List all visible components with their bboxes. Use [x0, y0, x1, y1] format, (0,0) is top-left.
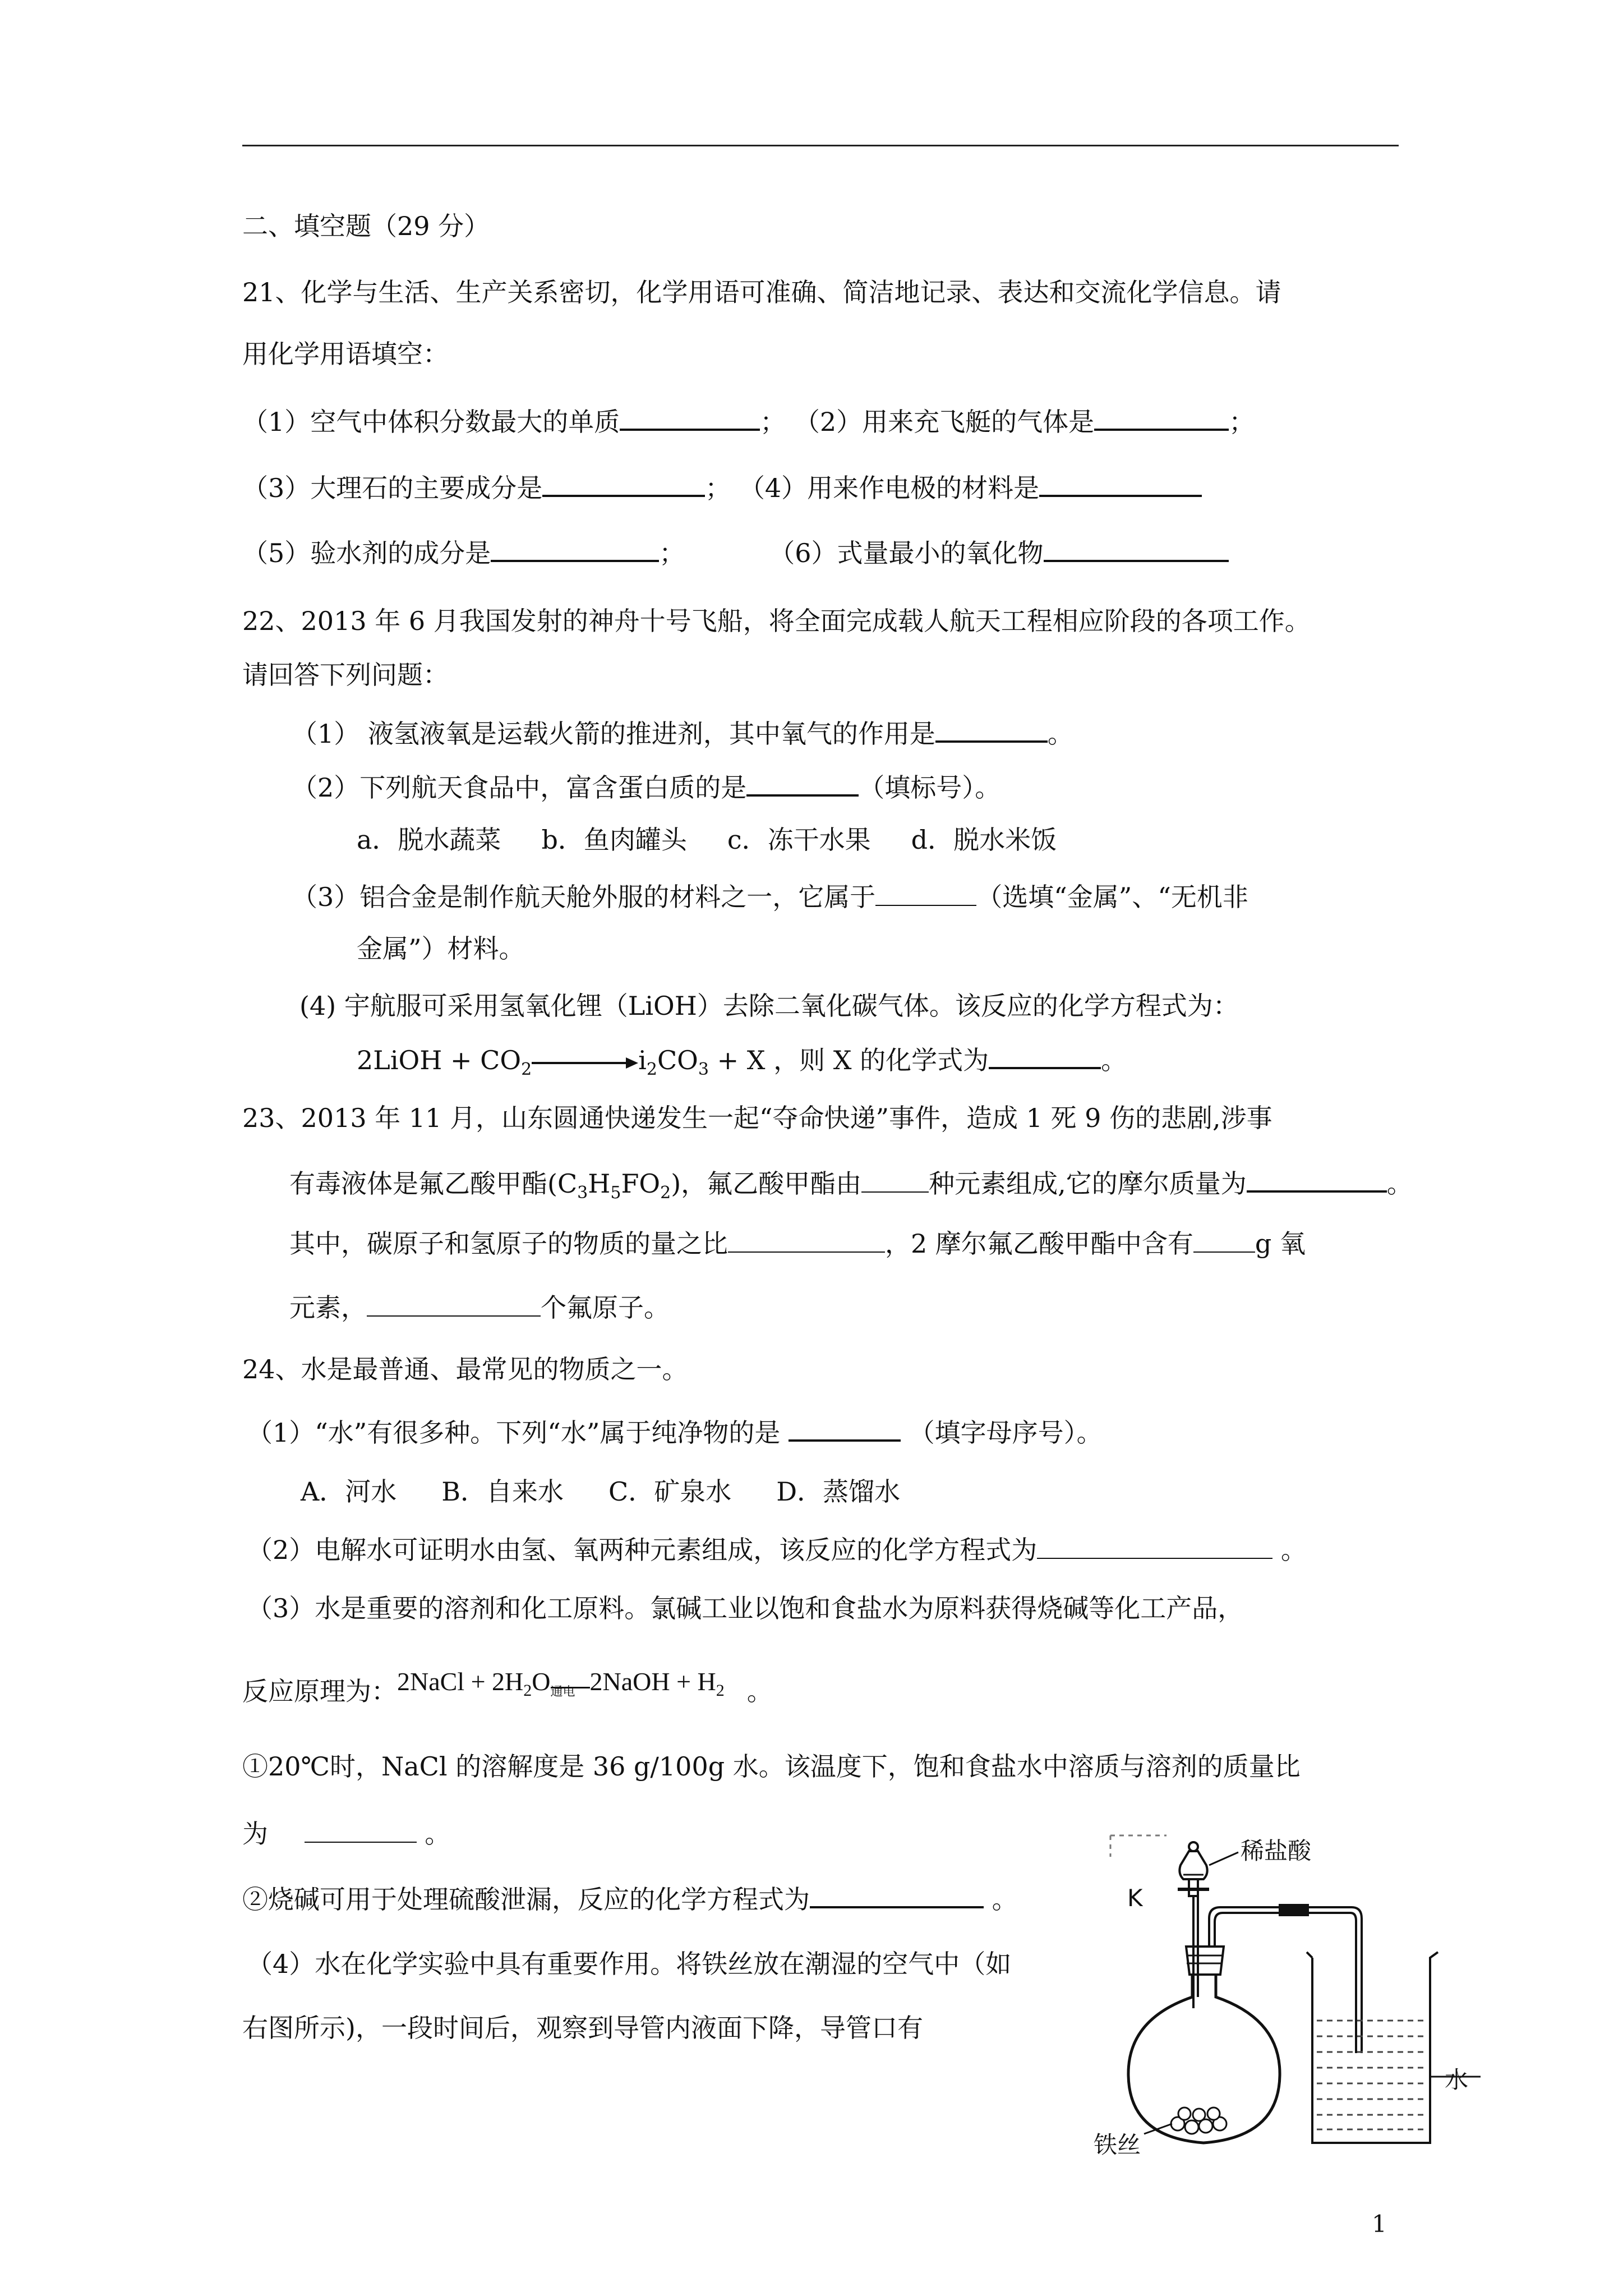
answer-blank[interactable]: [367, 1291, 541, 1317]
answer-blank[interactable]: [746, 770, 859, 797]
answer-blank[interactable]: [989, 1042, 1101, 1069]
answer-blank[interactable]: [935, 716, 1048, 743]
eq-condition: 通电: [550, 1685, 575, 1699]
q22-row-2: [292, 770, 1000, 805]
period: 。: [1386, 1168, 1413, 1199]
answer-blank[interactable]: [1094, 404, 1229, 431]
q23-text: g 氧: [1255, 1228, 1306, 1259]
q23-text: 种元素组成,它的摩尔质量为: [929, 1168, 1247, 1199]
q21-stem-1: 21、化学与生活、生产关系密切，化学用语可准确、简洁地记录、表达和交流化学信息。请: [242, 277, 1281, 307]
q21-row-2: [242, 470, 1202, 505]
delivery-tube: [1209, 1904, 1362, 2053]
page-number: 1: [1372, 2210, 1387, 2238]
eq-right-3: + X ，则 X 的化学式为: [708, 1045, 989, 1075]
option-d: d．脱水米饭: [911, 825, 1057, 855]
q22-equation: 2LiOH + $CO_2$ $i_2CO_3 + X$ ，则 X 的化学式为 。: [357, 1042, 1127, 1087]
answer-blank[interactable]: [875, 880, 976, 906]
q22-row-1: [292, 716, 1073, 751]
separator: ；: [760, 407, 786, 437]
q24-p4: （4）水在化学实验中具有重要作用。将铁丝放在潮湿的空气中（如: [247, 1949, 1012, 1979]
answer-blank[interactable]: [810, 1881, 984, 1908]
q24-text: （2）电解水可证明水由氢、氧两种元素组成，该反应的化学方程式为: [247, 1535, 1038, 1565]
answer-blank[interactable]: [1247, 1166, 1387, 1193]
q24-text: 为: [242, 1819, 276, 1849]
q24-row-3b: [242, 1667, 773, 1718]
period: 。: [1101, 1045, 1127, 1075]
q24-text: 。: [1272, 1535, 1307, 1565]
option-a: a．脱水蔬菜: [357, 825, 501, 855]
eq-right-2: CO: [657, 1045, 698, 1075]
q24-options: [301, 1474, 900, 1509]
reaction-arrow: [532, 1057, 638, 1068]
q23-row-3: [289, 1226, 1306, 1261]
period: 。: [1047, 719, 1073, 749]
q23-text: 元素，: [289, 1292, 367, 1323]
option-c: c．冻干水果: [727, 825, 871, 855]
q21-part-1: （1）空气中体积分数最大的单质: [242, 407, 620, 437]
option-b: b．鱼肉罐头: [541, 825, 687, 855]
q22-part-3-hint: （选填“金属”、“无机非: [976, 882, 1248, 912]
q23-row-4: [289, 1290, 670, 1325]
option-d: D．蒸馏水: [776, 1476, 901, 1507]
answer-blank[interactable]: [1193, 1227, 1255, 1253]
answer-blank[interactable]: [491, 535, 659, 562]
eq-right: 2NaOH + H: [589, 1667, 716, 1696]
q22-stem-2: 请回答下列问题：: [242, 660, 449, 690]
answer-blank[interactable]: [542, 470, 705, 497]
label-iron-wire: 铁丝: [1094, 2131, 1141, 2159]
separator: ；: [1229, 407, 1255, 437]
q23-text: H: [588, 1168, 611, 1199]
answer-blank[interactable]: [728, 1227, 885, 1253]
q24-text: ②烧碱可用于处理硫酸泄漏，反应的化学方程式为: [242, 1884, 810, 1915]
q22-row-3: [292, 880, 1248, 914]
q24-text: （1）“水”有很多种。下列“水”属于纯净物的是: [247, 1418, 789, 1448]
electrolysis-equation: 2NaCl + $2H_2O$ 通电 2NaOH + $H_2$: [397, 1664, 725, 1708]
eq-left: 2LiOH + CO: [357, 1045, 522, 1075]
beaker: [1307, 1952, 1481, 2143]
option-a: A．河水: [301, 1476, 397, 1507]
q24-text: （填字母序号）。: [900, 1418, 1103, 1448]
period: 。: [746, 1676, 773, 1706]
q24-p4b: 右图所示)，一段时间后，观察到导管内液面下降，导管口有: [242, 2013, 923, 2043]
separator: ；: [705, 473, 731, 503]
round-bottom-flask: [1128, 1947, 1280, 2143]
q22-part-1: （1） 液氢液氧是运载火箭的推进剂，其中氧气的作用是: [292, 719, 935, 749]
answer-blank[interactable]: [1044, 535, 1229, 562]
answer-blank[interactable]: [1037, 1533, 1272, 1559]
q23-text: 有毒液体是氟乙酸甲酯(C: [289, 1168, 578, 1199]
q24-row-1: [247, 1415, 1103, 1450]
answer-blank[interactable]: [789, 1415, 901, 1442]
q22-row-4: (4) 宇航服可采用氢氧化锂（LiOH）去除二氧化碳气体。该反应的化学方程式为：: [299, 991, 1239, 1021]
q24-row-3: （3）水是重要的溶剂和化工原料。氯碱工业以饱和食盐水为原料获得烧碱等化工产品，: [247, 1593, 1244, 1623]
eq-left: 2NaCl + 2H: [397, 1667, 524, 1696]
q23-text: FO: [621, 1168, 661, 1199]
answer-blank[interactable]: [305, 1817, 417, 1843]
q21-part-5: （5）验水剂的成分是: [242, 538, 491, 568]
q21-part-6: （6）式量最小的氧化物: [769, 538, 1044, 568]
q23-text: ，2 摩尔氟乙酸甲酯中含有: [885, 1228, 1193, 1259]
q22-part-3: （3）铝合金是制作航天舱外服的材料之一，它属于: [292, 882, 876, 912]
q21-row-1: [242, 404, 1255, 439]
q23-row-2: 有毒液体是氟乙酸甲酯$(C_3H_5FO_2)$，氟乙酸甲酯由 种元素组成,它的摩尔质量为 。: [289, 1166, 1413, 1211]
label-valve-k: K: [1127, 1884, 1143, 1912]
label-water: 水: [1445, 2066, 1469, 2093]
q24-text: 。: [984, 1884, 1018, 1915]
eq-right: i: [638, 1045, 647, 1075]
separator: ；: [659, 538, 685, 568]
q23-text: 其中，碳原子和氢原子的物质的量之比: [289, 1228, 728, 1259]
q22-options: [357, 822, 1057, 857]
section-title: 二、填空题（29 分）: [242, 211, 490, 241]
q23-text: 个氟原子。: [541, 1292, 670, 1323]
q22-part-2: （2）下列航天食品中，富含蛋白质的是: [292, 772, 747, 803]
option-c: C．矿泉水: [608, 1476, 732, 1507]
header-rule: [242, 145, 1399, 146]
q24-text: 反应原理为：: [242, 1676, 397, 1706]
option-b: B．自来水: [441, 1476, 564, 1507]
q23-text: )，氟乙酸甲酯由: [671, 1168, 862, 1199]
answer-blank[interactable]: [620, 404, 760, 431]
q24-stem: 24、水是最普通、最常见的物质之一。: [242, 1354, 688, 1384]
q22-part-2-hint: （填标号）。: [859, 772, 1001, 803]
label-dilute-hcl: 稀盐酸: [1241, 1837, 1312, 1865]
q22-row-3b: 金属”）材料。: [357, 933, 525, 964]
q24-c2: [242, 1881, 1018, 1917]
q22-stem-1: 22、2013 年 6 月我国发射的神舟十号飞船，将全面完成载人航天工程相应阶段的各项工作。: [242, 606, 1311, 636]
apparatus-figure: [1094, 1812, 1497, 2171]
answer-blank[interactable]: [861, 1167, 929, 1193]
eq-mid: O: [532, 1667, 551, 1696]
q21-part-4: （4）用来作电极的材料是: [739, 473, 1040, 503]
answer-blank[interactable]: [1039, 470, 1202, 497]
q24-row-2: [247, 1533, 1307, 1567]
q21-stem-2: 用化学用语填空：: [242, 339, 449, 369]
q24-c1: ①20℃时，NaCl 的溶解度是 36 g/100g 水。该温度下，饱和食盐水中溶质与溶剂的质量比: [242, 1751, 1301, 1782]
q24-c1b: [242, 1816, 450, 1851]
q23-stem-1: 23、2013 年 11 月，山东圆通快递发生一起“夺命快递”事件，造成 1 死 9 伤的悲剧,涉事: [242, 1103, 1272, 1133]
q21-part-3: （3）大理石的主要成分是: [242, 473, 543, 503]
q21-part-2: （2）用来充飞艇的气体是: [794, 407, 1095, 437]
q24-text: 。: [416, 1819, 451, 1849]
q21-row-3: [242, 535, 1229, 570]
